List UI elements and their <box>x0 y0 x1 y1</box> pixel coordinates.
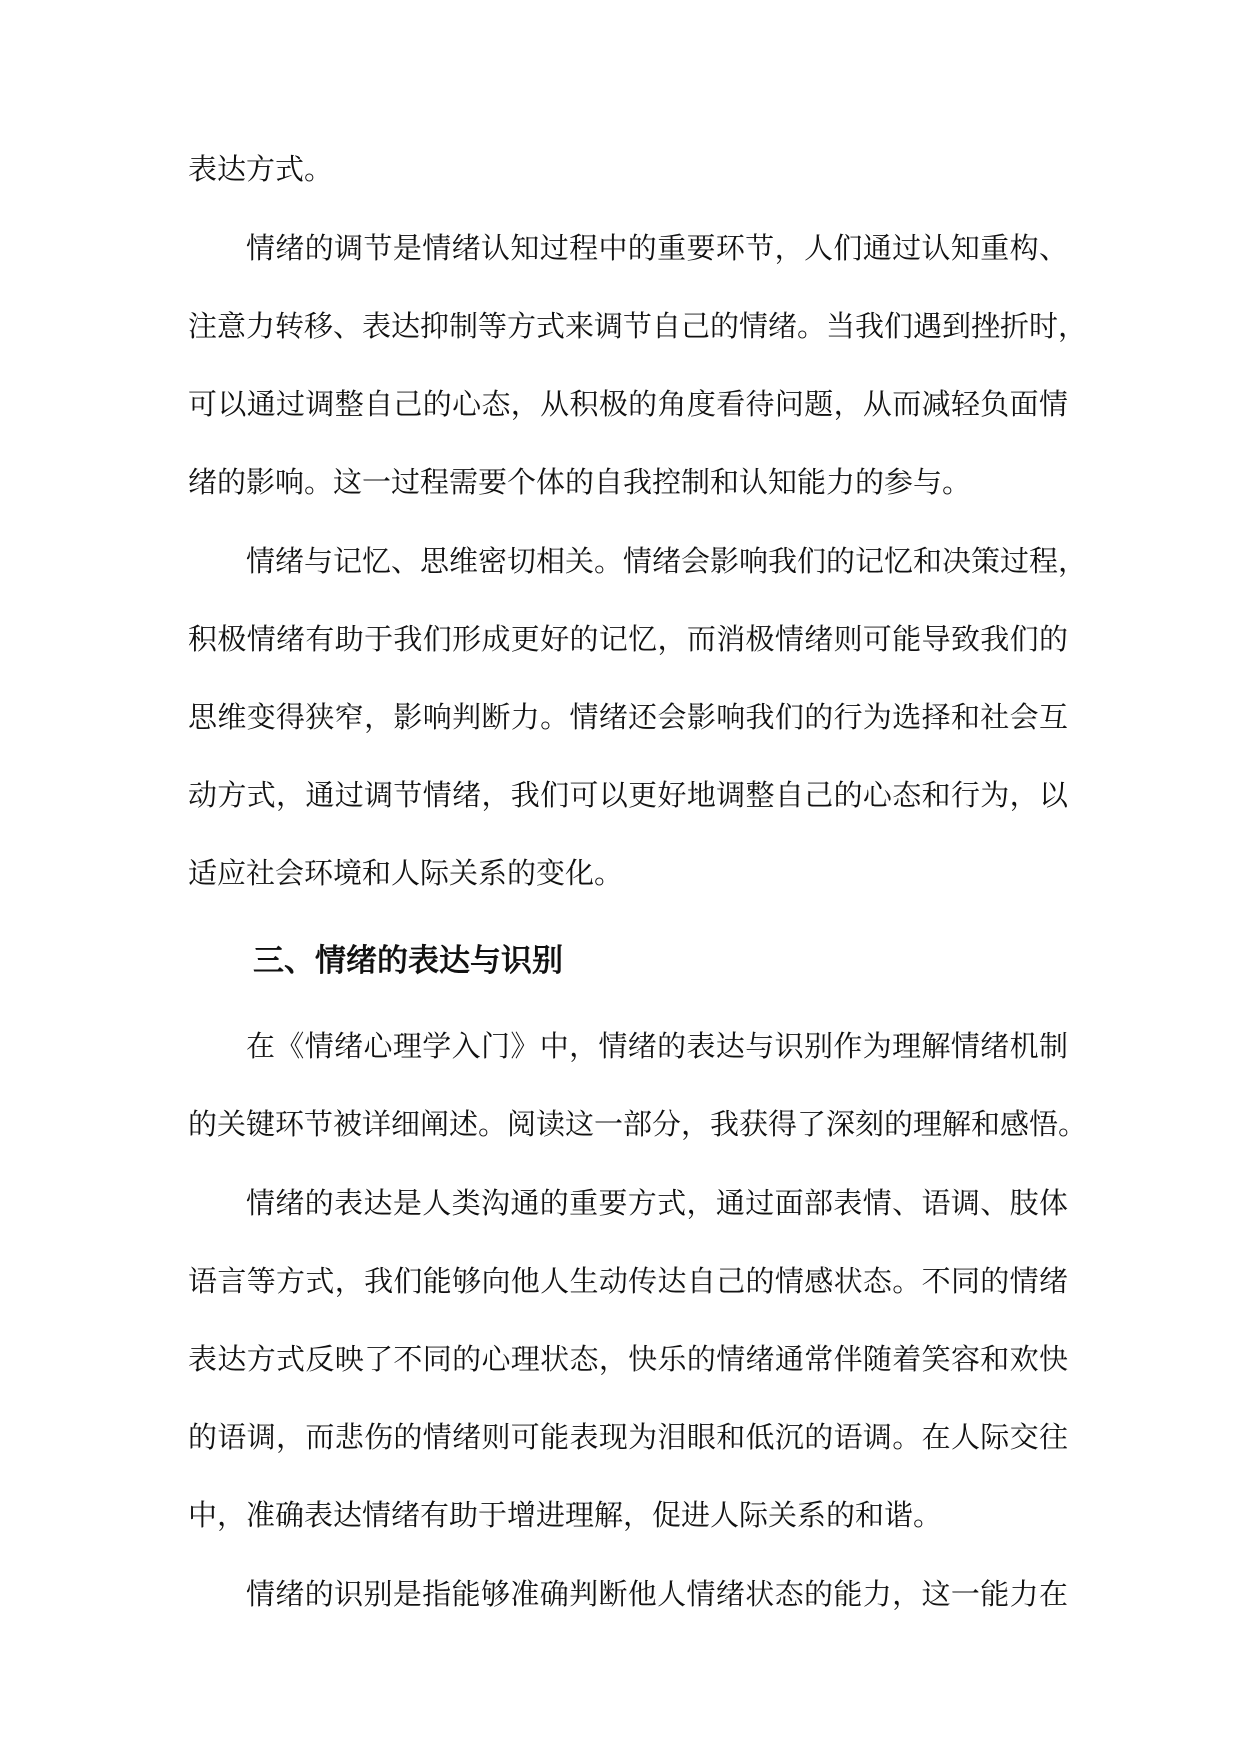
paragraph-line: 情绪的识别是指能够准确判断他人情绪状态的能力，这一能力在 <box>246 1577 1068 1611</box>
paragraph-line: 动方式，通过调节情绪，我们可以更好地调整自己的心态和行为，以 <box>188 778 1068 812</box>
paragraph-line: 的关键环节被详细阐述。阅读这一部分，我获得了深刻的理解和感悟。 <box>188 1107 1088 1141</box>
paragraph-line: 情绪的表达是人类沟通的重要方式，通过面部表情、语调、肢体 <box>246 1186 1068 1220</box>
section-heading: 三、情绪的表达与识别 <box>253 943 563 979</box>
paragraph-line: 表达方式。 <box>188 152 334 186</box>
paragraph-line: 思维变得狭窄，影响判断力。情绪还会影响我们的行为选择和社会互 <box>188 700 1068 734</box>
paragraph-line: 的语调，而悲伤的情绪则可能表现为泪眼和低沉的语调。在人际交往 <box>188 1420 1068 1454</box>
paragraph-line: 情绪的调节是情绪认知过程中的重要环节，人们通过认知重构、 <box>246 231 1068 265</box>
paragraph-line: 绪的影响。这一过程需要个体的自我控制和认知能力的参与。 <box>188 465 972 499</box>
paragraph-line: 情绪与记忆、思维密切相关。情绪会影响我们的记忆和决策过程， <box>246 544 1088 578</box>
paragraph-line: 语言等方式，我们能够向他人生动传达自己的情感状态。不同的情绪 <box>188 1264 1068 1298</box>
paragraph-line: 适应社会环境和人际关系的变化。 <box>188 856 624 890</box>
paragraph-line: 积极情绪有助于我们形成更好的记忆，而消极情绪则可能导致我们的 <box>188 622 1068 656</box>
paragraph-line: 可以通过调整自己的心态，从积极的角度看待问题，从而减轻负面情 <box>188 387 1068 421</box>
paragraph-line: 在《情绪心理学入门》中，情绪的表达与识别作为理解情绪机制 <box>246 1029 1068 1063</box>
paragraph-line: 表达方式反映了不同的心理状态，快乐的情绪通常伴随着笑容和欢快 <box>188 1342 1068 1376</box>
paragraph-line: 中，准确表达情绪有助于增进理解，促进人际关系的和谐。 <box>188 1498 943 1532</box>
paragraph-line: 注意力转移、表达抑制等方式来调节自己的情绪。当我们遇到挫折时， <box>188 309 1088 343</box>
